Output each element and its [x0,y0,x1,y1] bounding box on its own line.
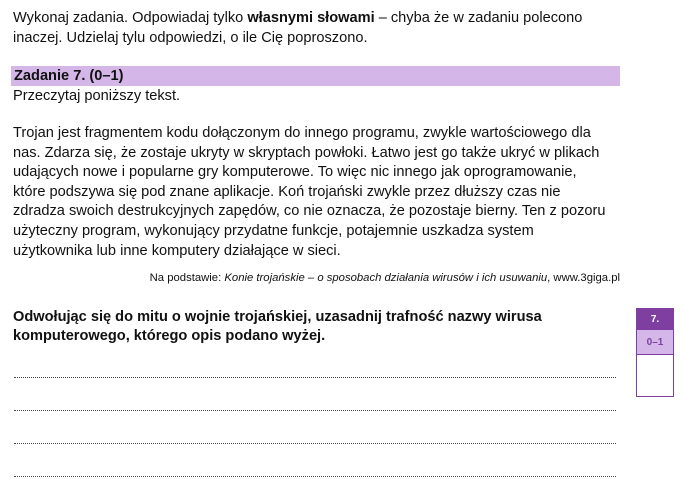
question-line: Odwołując się do mitu o wojnie trojańskiej, uzasadnij trafność nazwy wirusa [13,309,542,325]
question-line: komputerowego, którego opis podano wyżej. [13,328,326,344]
source-title: Konie trojańskie – o sposobach działania wirusów i ich usuwaniu [224,272,548,284]
task-header-band [11,66,620,86]
answer-line-3[interactable] [14,443,616,444]
passage-line: udających nowe i popularne gry komputerowe. To więc nic innego jak oprogramowanie, [13,164,577,181]
source-prefix: Na podstawie: [149,272,225,284]
instructions-text-end: – chyba że w zadaniu polecono inaczej. Udzielaj tylu odpowiedzi, o ile Cię poproszono. [13,10,583,46]
answer-line-1[interactable] [14,377,616,378]
question-prompt [13,308,603,346]
answer-line-2[interactable] [14,410,616,411]
passage-line: Trojan jest fragmentem kodu dołączonym do innego programu, zwykle wartościowego dla [13,125,591,141]
score-box [636,308,674,397]
passage-line: nas. Zdarza się, że zostaje ukryty w skryptach powłoki. Łatwo jest go także ukryć w plikach [13,144,600,161]
passage-line: zdradza swoich destrukcyjnych zapędów, co nie oznacza, że pozostaje bierny. Ten z pozoru [13,203,606,220]
score-point-range: 0–1 [637,330,673,355]
task-instruction: Przeczytaj poniższy tekst. [13,88,181,104]
reading-passage [13,124,613,261]
source-suffix: , www.3giga.pl [547,272,620,284]
task-title: Zadanie 7. (0–1) [14,68,124,84]
source-citation [0,271,620,285]
passage-line: które podszywa się pod znane aplikacje. Koń trojański zwykle przez dłuższy czas nie [13,183,561,200]
instructions-text-start: Wykonaj zadania. Odpowiadaj tylko [13,10,248,26]
general-instructions [13,8,603,48]
instructions-bold-phrase: własnymi słowami [247,10,375,26]
passage-line: użyteczny program, wykonujący przydatne funkcje, potajemnie uszkadza system [13,222,534,239]
answer-line-4[interactable] [14,476,616,477]
score-task-number: 7. [637,309,673,330]
passage-line: użytkownika lub inne komputery działające w sieci. [13,242,341,259]
